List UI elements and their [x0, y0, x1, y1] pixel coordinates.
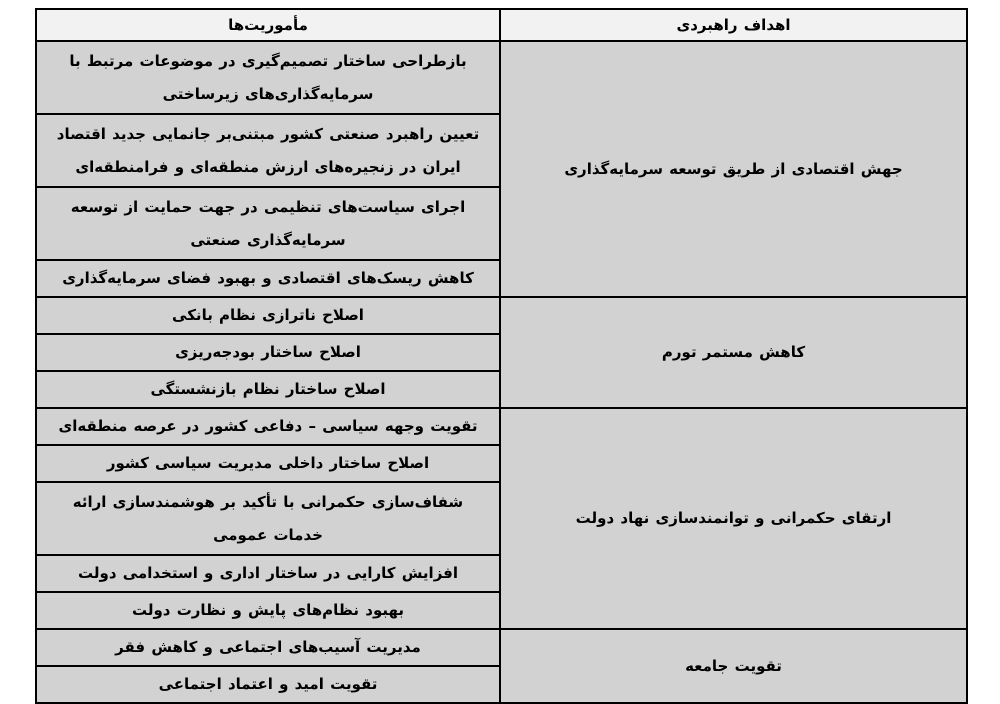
strategy-goals-missions-table [35, 8, 968, 704]
mission-cell: کاهش ریسک‌های اقتصادی و بهبود فضای سرمایه‌گذاری [36, 260, 500, 297]
mission-cell: بهبود نظام‌های پایش و نظارت دولت [36, 592, 500, 629]
mission-cell: اصلاح ساختار داخلی مدیریت سیاسی کشور [36, 445, 500, 482]
mission-cell: بازطراحی ساختار تصمیم‌گیری در موضوعات مرتبط با سرمایه‌گذاری‌های زیرساختی [36, 41, 500, 114]
mission-cell: افزایش کارایی در ساختار اداری و استخدامی دولت [36, 555, 500, 592]
mission-cell: اجرای سیاست‌های تنظیمی در جهت حمایت از توسعه سرمایه‌گذاری صنعتی [36, 187, 500, 260]
table-row [36, 297, 967, 334]
missions-column-header: مأموریت‌ها [36, 9, 500, 41]
mission-cell: تعیین راهبرد صنعتی کشور مبتنی‌بر جانمایی جدید اقتصاد ایران در زنجیره‌های ارزش منطقه‌ای و فرامنطقه‌ای [36, 114, 500, 187]
goal-cell-governance-upgrade: ارتقای حکمرانی و توانمندسازی نهاد دولت [500, 408, 967, 629]
mission-cell: تقویت امید و اعتماد اجتماعی [36, 666, 500, 703]
mission-cell: مدیریت آسیب‌های اجتماعی و کاهش فقر [36, 629, 500, 666]
table-row [36, 629, 967, 666]
goals-column-header: اهداف راهبردی [500, 9, 967, 41]
strategy-table-container [37, 8, 968, 704]
mission-cell: اصلاح ناترازی نظام بانکی [36, 297, 500, 334]
table-row [36, 408, 967, 445]
header-row [36, 9, 967, 41]
table-row [36, 41, 967, 114]
goal-cell-economic-leap: جهش اقتصادی از طریق توسعه سرمایه‌گذاری [500, 41, 967, 297]
mission-cell: اصلاح ساختار بودجه‌ریزی [36, 334, 500, 371]
goal-cell-strengthen-society: تقویت جامعه [500, 629, 967, 703]
mission-cell: اصلاح ساختار نظام بازنشستگی [36, 371, 500, 408]
mission-cell: شفاف‌سازی حکمرانی با تأکید بر هوشمندسازی ارائه خدمات عمومی [36, 482, 500, 555]
goal-cell-inflation-reduction: کاهش مستمر تورم [500, 297, 967, 408]
mission-cell: تقویت وجهه سیاسی – دفاعی کشور در عرصه منطقه‌ای [36, 408, 500, 445]
